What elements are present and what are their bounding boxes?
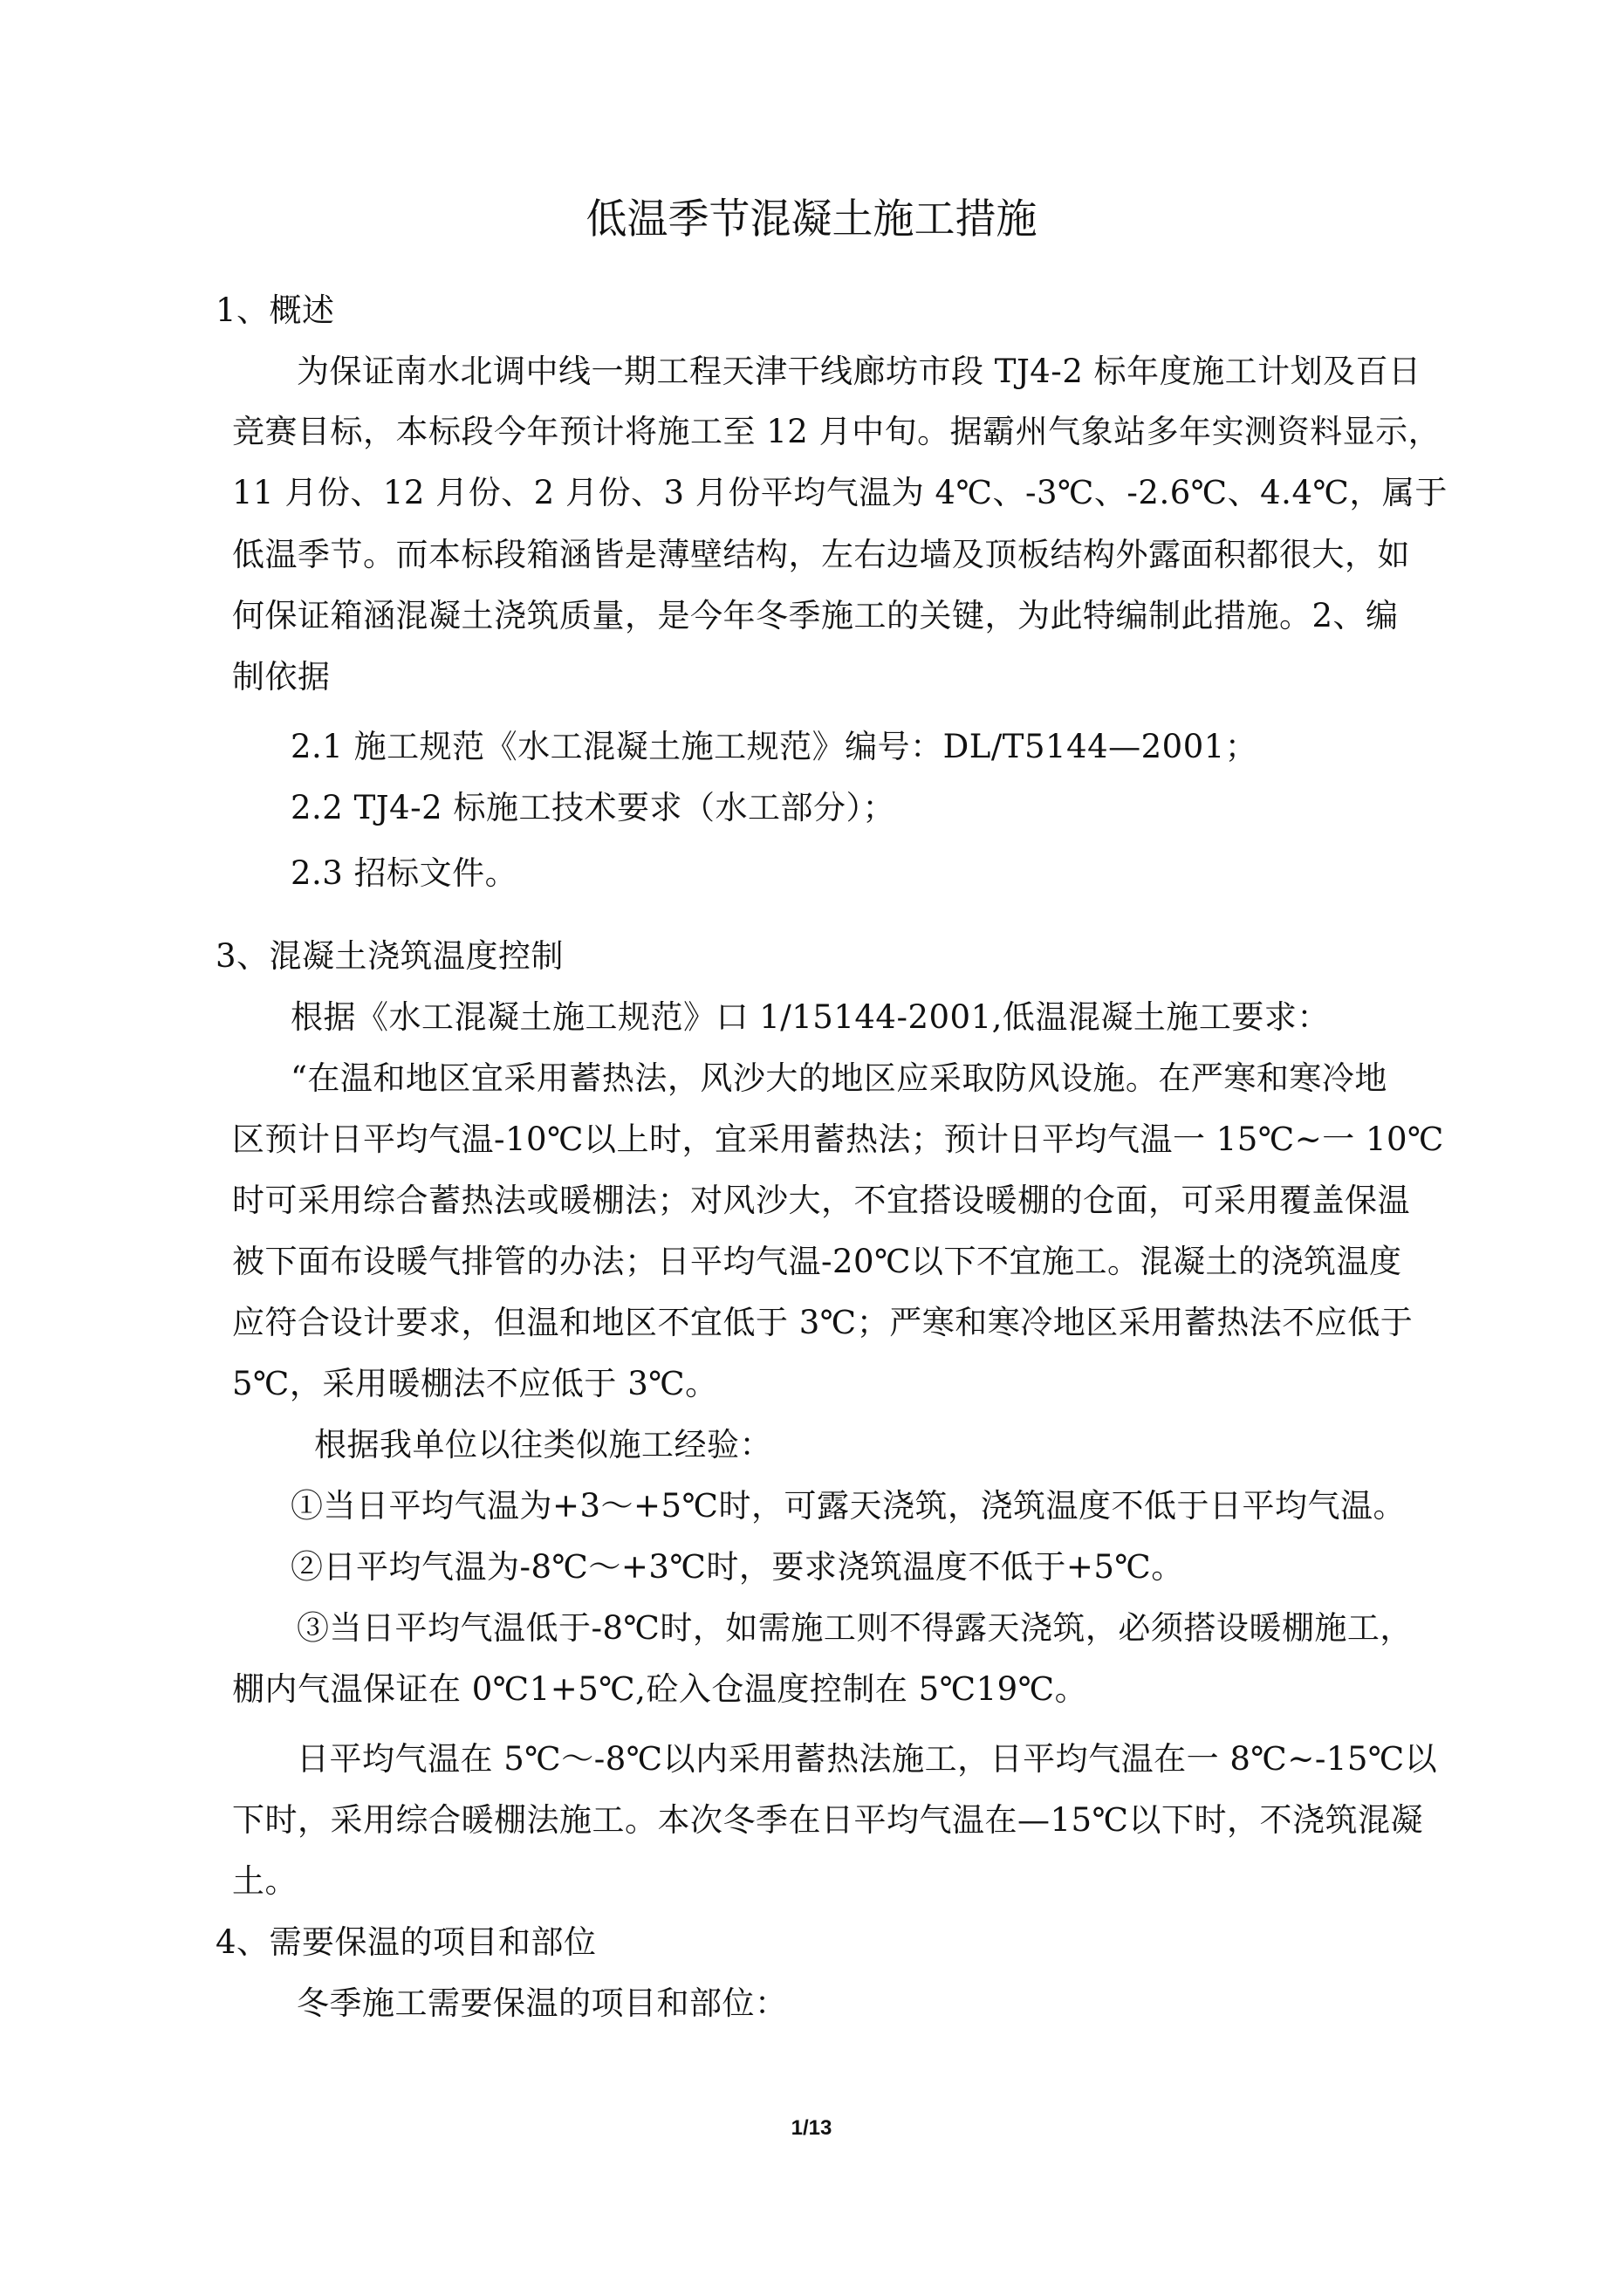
quote-line: “在温和地区宜采用蓄热法，风沙大的地区应采取防风设施。在严寒和寒冷地 (291, 1059, 1387, 1097)
quote-line: 应符合设计要求，但温和地区不宜低于 3℃；严寒和寒冷地区采用蓄热法不应低于 (232, 1304, 1414, 1341)
paragraph-line: 根据我单位以往类似施工经验： (314, 1426, 772, 1463)
paragraph-line: 为保证南水北调中线一期工程天津干线廊坊市段 TJ4-2 标年度施工计划及百日 (297, 353, 1421, 390)
paragraph-line: 根据《水工混凝土施工规范》口 1/15144-2001,低温混凝土施工要求： (291, 998, 1330, 1036)
quote-line: 时可采用综合蓄热法或暖棚法；对风沙大，不宜搭设暖棚的仓面，可采用覆盖保温 (232, 1182, 1410, 1219)
paragraph-line: 土。 (232, 1862, 298, 1900)
basis-item: 2.2 TJ4-2 标施工技术要求（水工部分）； (291, 789, 895, 826)
basis-item: 2.1 施工规范《水工混凝土施工规范》编号：DL/T5144—2001； (291, 728, 1258, 765)
condition-item: 棚内气温保证在 0℃1+5℃,砼入仓温度控制在 5℃19℃。 (232, 1670, 1088, 1708)
condition-item: ①当日平均气温为+3～+5℃时，可露天浇筑，浇筑温度不低于日平均气温。 (291, 1487, 1406, 1525)
section-heading-temperature: 3、混凝土浇筑温度控制 (216, 937, 565, 975)
quote-line: 被下面布设暖气排管的办法；日平均气温-20℃以下不宜施工。混凝土的浇筑温度 (232, 1243, 1402, 1280)
quote-line: 5℃，采用暖棚法不应低于 3℃。 (232, 1365, 718, 1402)
paragraph-line: 低温季节。而本标段箱涵皆是薄壁结构，左右边墙及顶板结构外露面积都很大，如 (232, 536, 1410, 573)
paragraph-line: 竞赛目标，本标段今年预计将施工至 12 月中旬。据霸州气象站多年实测资料显示， (232, 413, 1442, 450)
paragraph-line: 何保证箱涵混凝土浇筑质量，是今年冬季施工的关键，为此特编制此措施。2、编 (232, 597, 1399, 634)
basis-item: 2.3 招标文件。 (291, 854, 518, 892)
paragraph-line: 冬季施工需要保温的项目和部位： (297, 1984, 788, 2022)
condition-item: ③当日平均气温低于-8℃时，如需施工则不得露天浇筑，必须搭设暖棚施工， (297, 1609, 1413, 1647)
section-heading-overview: 1、概述 (216, 291, 335, 329)
paragraph-line: 制依据 (232, 658, 331, 696)
quote-line: 区预计日平均气温-10℃以上时，宜采用蓄热法；预计日平均气温一 15℃~一 10℃ (232, 1121, 1444, 1158)
section-heading-insulation: 4、需要保温的项目和部位 (216, 1923, 597, 1961)
document-title: 低温季节混凝土施工措施 (586, 195, 1037, 243)
paragraph-line: 下时，采用综合暖棚法施工。本次冬季在日平均气温在—15℃以下时，不浇筑混凝 (232, 1801, 1423, 1839)
page-number: 1/13 (791, 2116, 832, 2140)
paragraph-line: 11 月份、12 月份、2 月份、3 月份平均气温为 4℃、-3℃、-2.6℃、4.4℃，属于 (232, 474, 1448, 511)
condition-item: ②日平均气温为-8℃～+3℃时，要求浇筑温度不低于+5℃。 (291, 1548, 1184, 1586)
paragraph-line: 日平均气温在 5℃～-8℃以内采用蓄热法施工，日平均气温在一 8℃~-15℃以 (297, 1740, 1438, 1778)
